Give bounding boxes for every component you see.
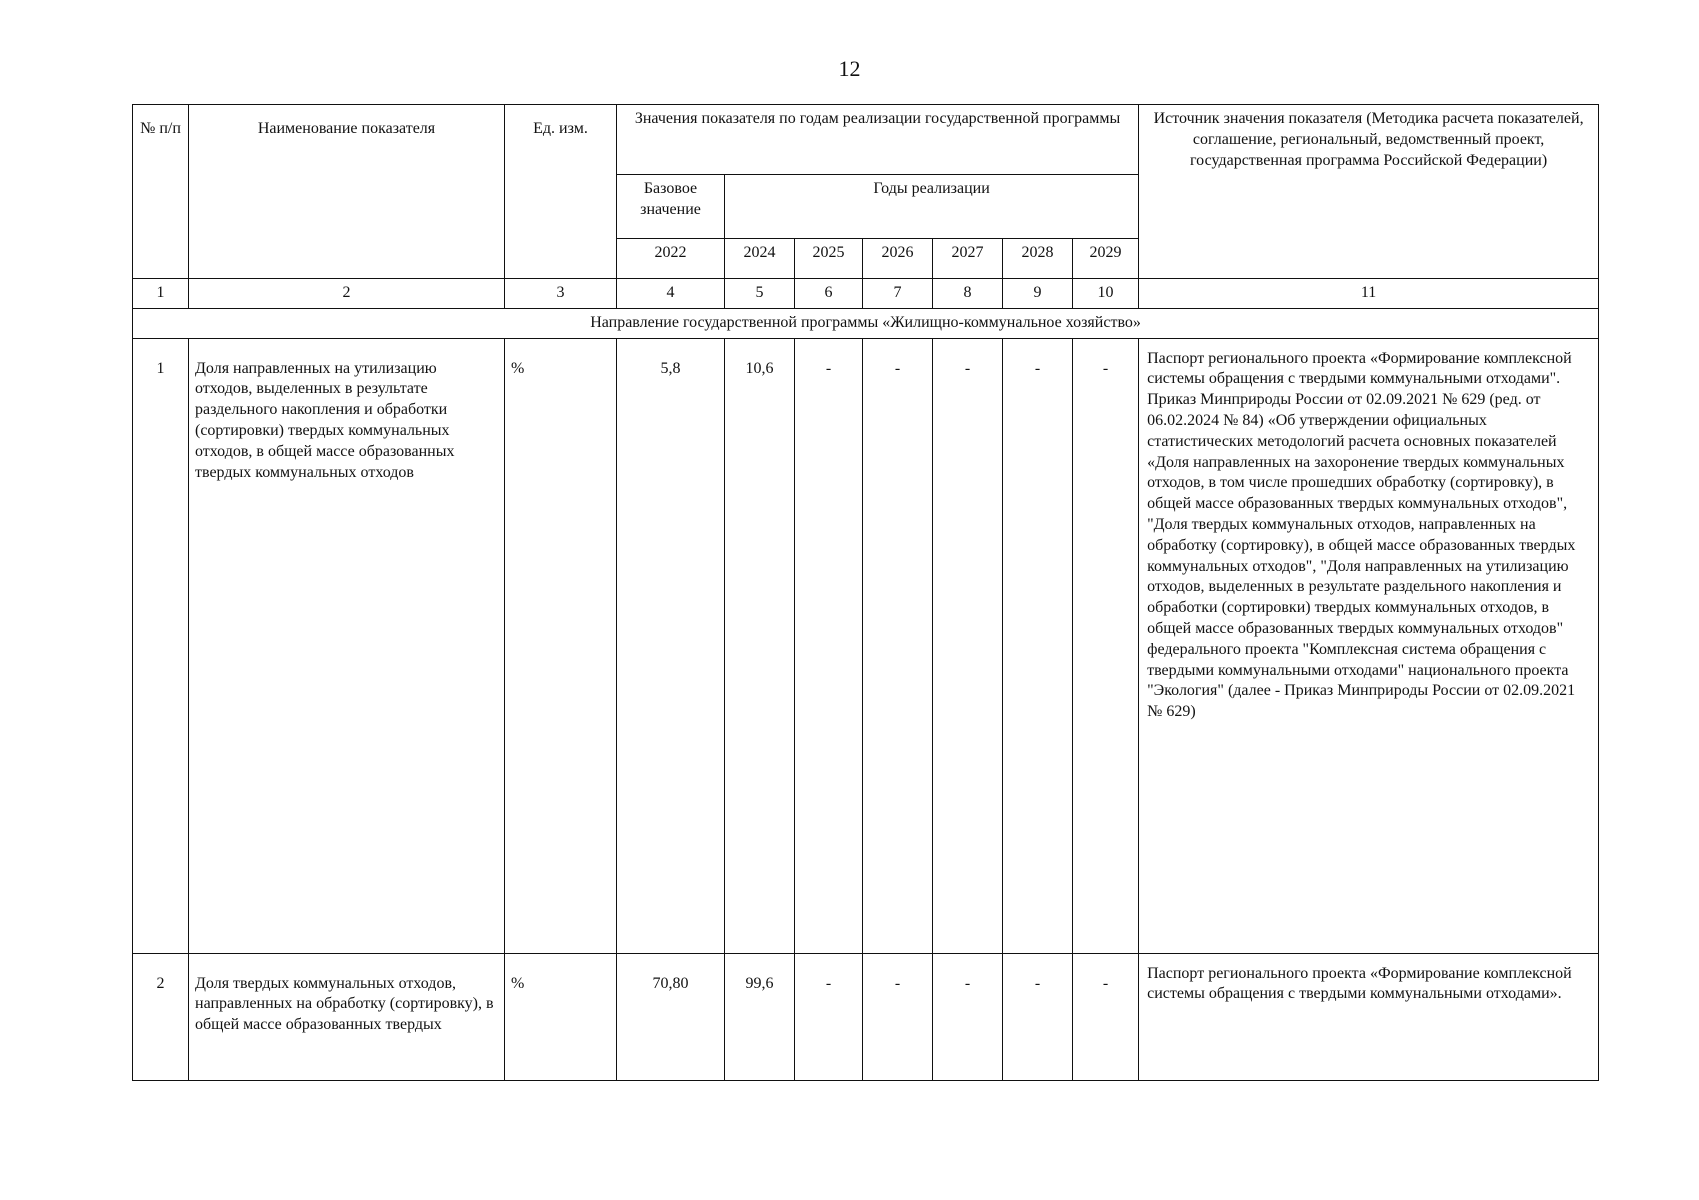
header-year: 2025 [795,239,863,279]
header-unit: Ед. изм. [505,105,617,279]
indicator-unit: % [505,338,617,953]
header-years-label: Годы реализации [725,175,1139,239]
year-value: - [863,953,933,1080]
year-value: - [863,338,933,953]
header-base-year: 2022 [617,239,725,279]
year-value: 99,6 [725,953,795,1080]
column-index: 9 [1003,279,1073,309]
header-num: № п/п [133,105,189,279]
column-index: 8 [933,279,1003,309]
year-value: 10,6 [725,338,795,953]
column-index: 5 [725,279,795,309]
column-index: 3 [505,279,617,309]
indicator-source: Паспорт регионального проекта «Формирование комплексной системы обращения с твердыми коммунальными отходами". Приказ Минприроды России от 02.09.2021 № 629 (ред. от 06.02.2024 № 84) «Об утверждении официальных статистических методологий расчета основных показателей «Доля направленных на захоронение твердых коммунальных отходов, в том числе прошедших обработку (сортировку), в общей массе образованных твердых коммунальных отходов", "Доля твердых коммунальных отходов, направленных на обработку (сортировку), в общей массе образованных твердых коммунальных отходов", "Доля направленных на утилизацию отходов, выделенных в результате раздельного накопления и обработки (сортировки) твердых коммунальных отходов, в общей массе образованных твердых коммунальных отходов" федерального проекта "Комплексная система обращения с твердыми коммунальными отходами" национального проекта "Экология" (далее - Приказ Минприроды России от 02.09.2021 № 629) [1139,338,1599,953]
year-value: - [1003,338,1073,953]
base-value: 5,8 [617,338,725,953]
header-year: 2027 [933,239,1003,279]
header-base-value: Базовое значение [617,175,725,239]
row-number: 2 [133,953,189,1080]
table-row [133,338,1599,953]
header-source: Источник значения показателя (Методика расчета показателей, соглашение, региональный, ведомственный проект, государственная программа Российской Федерации) [1139,105,1599,279]
header-year: 2024 [725,239,795,279]
base-value: 70,80 [617,953,725,1080]
indicator-name: Доля твердых коммунальных отходов, направленных на обработку (сортировку), в общей массе образованных твердых [189,953,505,1080]
page-number: 12 [838,56,861,81]
year-value: - [1003,953,1073,1080]
table-row [133,953,1599,1080]
header-year: 2028 [1003,239,1073,279]
column-index: 2 [189,279,505,309]
column-index: 4 [617,279,725,309]
indicators-table [132,104,1599,1081]
year-value: - [795,338,863,953]
header-year: 2026 [863,239,933,279]
column-index: 11 [1139,279,1599,309]
indicator-source: Паспорт регионального проекта «Формирование комплексной системы обращения с твердыми коммунальными отходами». [1139,953,1599,1080]
column-index: 1 [133,279,189,309]
direction-heading: Направление государственной программы «Жилищно-коммунальное хозяйство» [133,308,1599,338]
header-name: Наименование показателя [189,105,505,279]
header-values-by-year: Значения показателя по годам реализации государственной программы [617,105,1139,175]
column-index: 10 [1073,279,1139,309]
row-number: 1 [133,338,189,953]
column-index-row [133,279,1599,309]
column-index: 7 [863,279,933,309]
column-index: 6 [795,279,863,309]
year-value: - [1073,338,1139,953]
year-value: - [1073,953,1139,1080]
year-value: - [933,953,1003,1080]
year-value: - [933,338,1003,953]
indicator-name: Доля направленных на утилизацию отходов, выделенных в результате раздельного накопления и обработки (сортировки) твердых коммунальных отходов, в общей массе образованных твердых коммунальных отходов [189,338,505,953]
header-year: 2029 [1073,239,1139,279]
year-value: - [795,953,863,1080]
indicator-unit: % [505,953,617,1080]
